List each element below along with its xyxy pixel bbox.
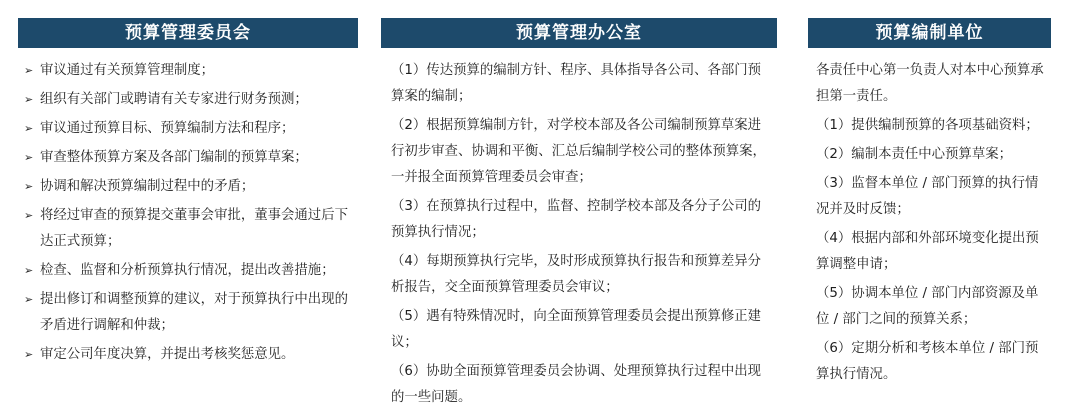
office-title: 预算管理办公室	[381, 18, 777, 48]
unit-list	[808, 48, 1051, 388]
list-item: ➢ 协调和解决预算编制过程中的矛盾；	[24, 174, 354, 200]
list-item: （1）提供编制预算的各项基础资料；	[816, 118, 1039, 133]
committee-column	[18, 18, 358, 371]
list-item: ➢ 审议通过有关预算管理制度；	[24, 58, 354, 84]
list-item: （4）每期预算执行完毕，及时形成预算执行报告和预算差异分析报告，交全面预算管理委员会审议；	[391, 254, 762, 295]
list-item: ➢ 检查、监督和分析预算执行情况，提出改善措施；	[24, 258, 354, 284]
arrow-bullet-icon: ➢	[24, 180, 34, 193]
arrow-bullet-icon: ➢	[24, 348, 34, 361]
unit-column	[808, 18, 1051, 391]
arrow-bullet-icon: ➢	[24, 122, 34, 135]
list-item: ➢ 审定公司年度决算，并提出考核奖惩意见。	[24, 342, 354, 368]
list-item: （6）定期分析和考核本单位 / 部门预算执行情况。	[816, 341, 1039, 382]
arrow-bullet-icon: ➢	[24, 151, 34, 164]
list-item: （5）协调本单位 / 部门内部资源及单位 / 部门之间的预算关系；	[816, 286, 1039, 327]
list-item: （5）遇有特殊情况时，向全面预算管理委员会提出预算修正建议；	[391, 309, 762, 350]
list-item: ➢ 审议通过预算目标、预算编制方法和程序；	[24, 116, 354, 142]
unit-title: 预算编制单位	[808, 18, 1051, 48]
committee-title: 预算管理委员会	[18, 18, 358, 48]
list-item: （2）编制本责任中心预算草案；	[816, 147, 1012, 162]
list-item: ➢ 组织有关部门或聘请有关专家进行财务预测；	[24, 87, 354, 113]
office-column	[381, 18, 777, 414]
arrow-bullet-icon: ➢	[24, 64, 34, 77]
list-item: ➢ 提出修订和调整预算的建议，对于预算执行中出现的矛盾进行调解和仲裁；	[24, 287, 354, 339]
list-item: ➢ 将经过审查的预算提交董事会审批，董事会通过后下达正式预算；	[24, 203, 354, 255]
list-item: （6）协助全面预算管理委员会协调、处理预算执行过程中出现的一些问题。	[391, 364, 762, 405]
committee-list	[18, 48, 358, 368]
list-item: （3）监督本单位 / 部门预算的执行情况并及时反馈；	[816, 176, 1039, 217]
list-item: （4）根据内部和外部环境变化提出预算调整申请；	[816, 231, 1039, 272]
list-item: （3）在预算执行过程中，监督、控制学校本部及各分子公司的预算执行情况；	[391, 199, 762, 240]
office-list	[381, 48, 777, 411]
arrow-bullet-icon: ➢	[24, 209, 34, 222]
list-item: （2）根据预算编制方针，对学校本部及各公司编制预算草案进行初步审查、协调和平衡、汇总后编制学校公司的整体预算案，一并报全面预算管理委员会审查；	[391, 118, 766, 185]
list-item: ➢ 审查整体预算方案及各部门编制的预算草案；	[24, 145, 354, 171]
arrow-bullet-icon: ➢	[24, 93, 34, 106]
arrow-bullet-icon: ➢	[24, 264, 34, 277]
arrow-bullet-icon: ➢	[24, 293, 34, 306]
list-item: （1）传达预算的编制方针、程序、具体指导各公司、各部门预算案的编制；	[391, 63, 762, 104]
unit-intro: 各责任中心第一负责人对本中心预算承担第一责任。	[816, 63, 1044, 104]
